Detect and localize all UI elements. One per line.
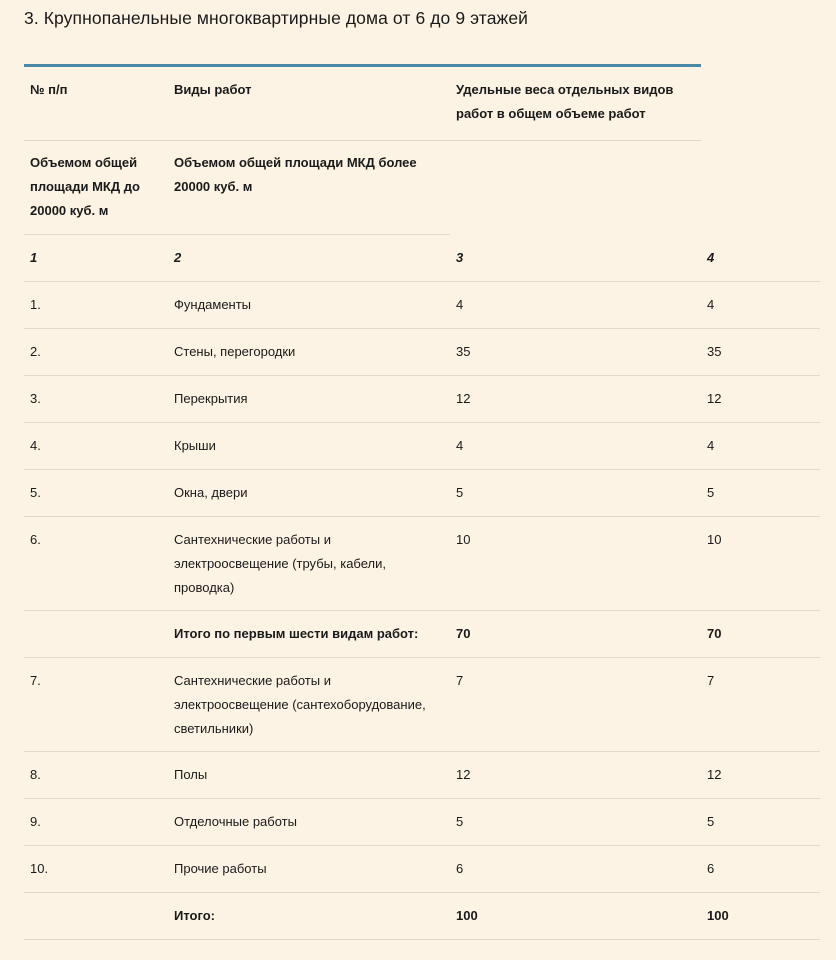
row-divider (24, 610, 820, 611)
row-divider (24, 892, 820, 893)
row-work-name: проводка) (174, 580, 235, 595)
row-divider (24, 375, 820, 376)
row-share-large: 10 (707, 532, 722, 547)
row-work-name: Сантехнические работы и (174, 673, 331, 688)
subheader-small-line1: Объемом общей (30, 155, 138, 170)
row-share-large: 7 (707, 673, 715, 688)
row-share-small: 12 (456, 767, 471, 782)
col-header-number: № п/п (30, 82, 68, 97)
row-divider (24, 939, 820, 940)
header-rule-2 (24, 234, 450, 235)
row-work-name: электроосвещение (трубы, кабели, (174, 556, 386, 571)
col-header-share-line2: работ в общем объеме работ (456, 106, 646, 121)
row-work-name: Прочие работы (174, 861, 267, 876)
index-cell-2: 2 (174, 250, 182, 265)
row-work-name: электроосвещение (сантехоборудование, (174, 697, 426, 712)
row-work-name: Окна, двери (174, 485, 248, 500)
row-divider (24, 751, 820, 752)
row-work-name: светильники) (174, 721, 254, 736)
row-share-large: 5 (707, 814, 715, 829)
row-divider (24, 516, 820, 517)
row-work-name: Стены, перегородки (174, 344, 296, 359)
index-cell-4: 4 (707, 250, 715, 265)
row-work-name: Итого: (174, 908, 215, 923)
row-share-small: 35 (456, 344, 471, 359)
row-work-name: Итого по первым шести видам работ: (174, 626, 419, 641)
header-rule-1 (24, 140, 701, 141)
row-share-small: 7 (456, 673, 464, 688)
row-number: 10. (30, 861, 49, 876)
row-work-name: Отделочные работы (174, 814, 297, 829)
row-share-large: 12 (707, 767, 722, 782)
row-share-small: 5 (456, 814, 464, 829)
row-share-large: 5 (707, 485, 715, 500)
row-number: 5. (30, 485, 41, 500)
table-top-rule (24, 64, 701, 67)
row-number: 4. (30, 438, 41, 453)
row-share-small: 4 (456, 297, 464, 312)
row-number: 3. (30, 391, 41, 406)
row-work-name: Перекрытия (174, 391, 248, 406)
row-share-large: 100 (707, 908, 729, 923)
subheader-small-line2: площади МКД до (30, 179, 140, 194)
row-share-large: 6 (707, 861, 715, 876)
row-work-name: Сантехнические работы и (174, 532, 331, 547)
col-header-share-line1: Удельные веса отдельных видов (456, 82, 674, 97)
row-share-large: 35 (707, 344, 722, 359)
row-number: 1. (30, 297, 41, 312)
row-share-small: 4 (456, 438, 464, 453)
index-cell-1: 1 (30, 250, 38, 265)
row-divider (24, 281, 820, 282)
index-cell-3: 3 (456, 250, 464, 265)
row-divider (24, 845, 820, 846)
row-number: 2. (30, 344, 41, 359)
row-divider (24, 469, 820, 470)
row-number: 9. (30, 814, 41, 829)
row-work-name: Фундаменты (174, 297, 252, 312)
row-share-small: 12 (456, 391, 471, 406)
row-share-small: 6 (456, 861, 464, 876)
row-work-name: Полы (174, 767, 208, 782)
row-work-name: Крыши (174, 438, 216, 453)
subheader-large-line2: 20000 куб. м (174, 179, 253, 194)
subheader-large-line1: Объемом общей площади МКД более (174, 155, 417, 170)
row-share-small: 5 (456, 485, 464, 500)
col-header-work-type: Виды работ (174, 82, 252, 97)
row-share-small: 100 (456, 908, 478, 923)
row-divider (24, 657, 820, 658)
subheader-small-line3: 20000 куб. м (30, 203, 109, 218)
row-divider (24, 328, 820, 329)
row-share-large: 4 (707, 297, 715, 312)
page-title: 3. Крупнопанельные многоквартирные дома от 6 до 9 этажей (24, 8, 529, 28)
row-divider (24, 422, 820, 423)
row-share-small: 10 (456, 532, 471, 547)
row-number: 8. (30, 767, 41, 782)
row-share-large: 12 (707, 391, 722, 406)
row-divider (24, 798, 820, 799)
row-share-large: 70 (707, 626, 722, 641)
row-number: 7. (30, 673, 41, 688)
row-share-small: 70 (456, 626, 471, 641)
row-share-large: 4 (707, 438, 715, 453)
row-number: 6. (30, 532, 41, 547)
